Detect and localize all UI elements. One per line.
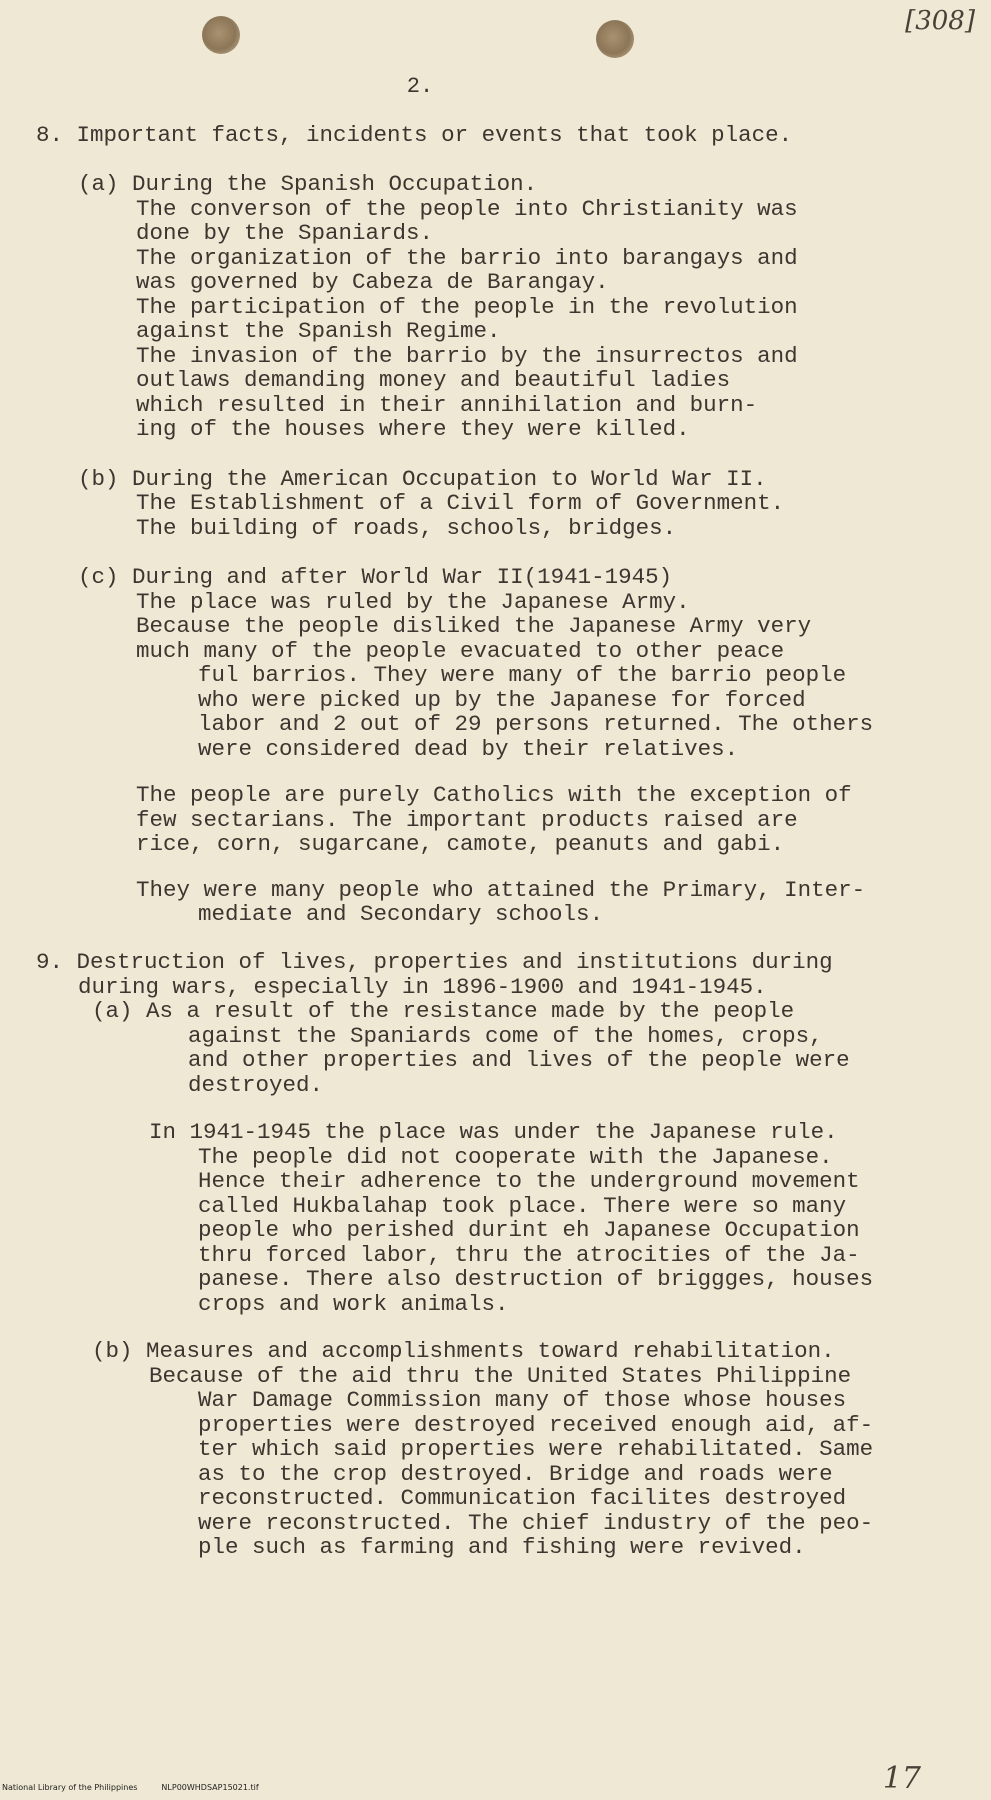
punch-hole-left — [202, 16, 240, 54]
text-line: The organization of the barrio into barangays and — [136, 245, 798, 271]
text-line: The invasion of the barrio by the insurrectos and — [136, 343, 798, 369]
text-line: Because of the aid thru the United States Philippine — [149, 1363, 852, 1389]
text-line: properties were destroyed received enough aid, af- — [198, 1412, 874, 1438]
text-line: War Damage Commission many of those whose houses — [198, 1387, 847, 1413]
scan-footer — [2, 1783, 283, 1792]
footer-library: National Library of the Philippines — [2, 1783, 138, 1792]
text-line: outlaws demanding money and beautiful ladies — [136, 367, 731, 393]
text-line: (a) As a result of the resistance made by the people — [92, 998, 795, 1024]
text-line: (a) During the Spanish Occupation. — [78, 171, 538, 197]
text-line: during wars, especially in 1896-1900 and 1941-1945. — [78, 974, 767, 1000]
text-line: as to the crop destroyed. Bridge and roads were — [198, 1461, 833, 1487]
text-line: which resulted in their annihilation and burn- — [136, 392, 758, 418]
handwritten-page-mark: 17 — [882, 1761, 921, 1796]
text-line: rice, corn, sugarcane, camote, peanuts and gabi. — [136, 831, 785, 857]
text-line: The building of roads, schools, bridges. — [136, 515, 677, 541]
text-line: (b) During the American Occupation to World War II. — [78, 466, 767, 492]
text-line: who were picked up by the Japanese for forced — [198, 687, 806, 713]
text-line: called Hukbalahap took place. There were so many — [198, 1193, 847, 1219]
text-line: 9. Destruction of lives, properties and institutions during — [36, 949, 833, 975]
text-line: (c) During and after World War II(1941-1945) — [78, 564, 673, 590]
archive-number: [308] — [905, 6, 975, 36]
text-line: The converson of the people into Christianity was — [136, 196, 798, 222]
text-line: The place was ruled by the Japanese Army. — [136, 589, 690, 615]
text-line: reconstructed. Communication facilites destroyed — [198, 1485, 847, 1511]
text-line: 8. Important facts, incidents or events that took place. — [36, 122, 793, 148]
text-line: The Establishment of a Civil form of Government. — [136, 490, 785, 516]
text-line: crops and work animals. — [198, 1291, 509, 1317]
text-line: The participation of the people in the revolution — [136, 294, 798, 320]
text-line: The people did not cooperate with the Japanese. — [198, 1144, 833, 1170]
text-line: ple such as farming and fishing were revived. — [198, 1534, 806, 1560]
text-line: were considered dead by their relatives. — [198, 736, 739, 762]
text-line: (b) Measures and accomplishments toward rehabilitation. — [92, 1338, 835, 1364]
footer-file: NLP00WHDSAP15021.tif — [161, 1783, 259, 1792]
punch-hole-right — [596, 20, 634, 58]
text-line: against the Spanish Regime. — [136, 318, 501, 344]
text-line: ful barrios. They were many of the barrio people — [198, 662, 847, 688]
text-line: Because the people disliked the Japanese Army very — [136, 613, 812, 639]
text-line: much many of the people evacuated to other peace — [136, 638, 785, 664]
text-line: was governed by Cabeza de Barangay. — [136, 269, 609, 295]
text-line: were reconstructed. The chief industry of the peo- — [198, 1510, 874, 1536]
text-line: The people are purely Catholics with the exception of — [136, 782, 852, 808]
page-number: 2. — [406, 74, 434, 99]
text-line: Hence their adherence to the underground movement — [198, 1168, 860, 1194]
text-line: ing of the houses where they were killed. — [136, 416, 690, 442]
text-line: In 1941-1945 the place was under the Japanese rule. — [149, 1119, 838, 1145]
text-line: thru forced labor, thru the atrocities of the Ja- — [198, 1242, 860, 1268]
text-line: few sectarians. The important products raised are — [136, 807, 798, 833]
text-line: panese. There also destruction of briggges, houses — [198, 1266, 874, 1292]
text-line: done by the Spaniards. — [136, 220, 434, 246]
text-line: and other properties and lives of the people were — [188, 1047, 850, 1073]
text-line: destroyed. — [188, 1072, 324, 1098]
text-line: labor and 2 out of 29 persons returned. The others — [198, 711, 874, 737]
text-line: people who perished durint eh Japanese Occupation — [198, 1217, 860, 1243]
text-line: mediate and Secondary schools. — [198, 901, 604, 927]
text-line: They were many people who attained the Primary, Inter- — [136, 877, 866, 903]
text-line: against the Spaniards come of the homes, crops, — [188, 1023, 823, 1049]
text-line: ter which said properties were rehabilitated. Same — [198, 1436, 874, 1462]
